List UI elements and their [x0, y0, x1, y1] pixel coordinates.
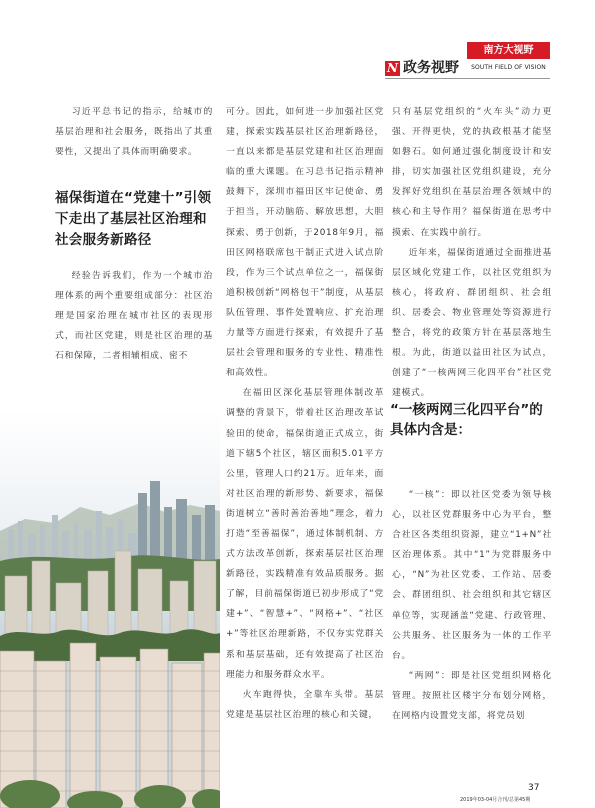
section-title: 政务视野	[403, 60, 459, 76]
city-skyline-photo	[0, 411, 220, 808]
section-label-box: 南方大视野	[467, 42, 550, 59]
issue-info: 2019年03-04月合刊/总第45期	[460, 797, 531, 803]
page-number: 37	[528, 783, 540, 793]
middle-paragraph-1: 可分。因此，如何进一步加强社区党建，探索实践基层社区治理新路径，一直以来都是基层党建和社区治理面临的重大课题。在习总书记指示精神鼓舞下，深圳市福田区牢记使命、勇于担当，开动脑筋、解放思想，大胆探索、勇于创新，于2018年9月，福田区网格联席包干制正式进入试点阶段，作为三个试点单位之一，福保街道积极创新“网格包干”制度，从基层队伍管理、事件处置响应、扩充治理力量等方面进行探索，有效提升了基层社会管理和服务的专业性、精准性和高效性。	[226, 107, 384, 379]
middle-paragraph-3: 火车跑得快，全靠车头带。基层党建是基层社区治理的核心和关键，	[226, 689, 384, 720]
left-paragraph-2: 经验告诉我们，作为一个城市治理体系的两个重要组成部分：社区治理是国家治理在城市社区的表现形式，而社区党建，则是社区治理的基石和保障，二者相辅相成、密不	[55, 271, 213, 362]
magazine-logo-icon: N	[385, 61, 400, 76]
right-subheading: “一核两网三化四平台”的具体内含是：	[390, 402, 543, 438]
right-column-lower	[392, 485, 552, 726]
left-column	[55, 102, 213, 162]
section-subtitle: SOUTH FIELD OF VISION	[471, 64, 546, 71]
right-paragraph-3: “一核”：即以社区党委为领导核心，以社区党群服务中心为平台，整合社区各类组织资源，建立“1+N”社区治理体系。其中“1”为党群服务中心，“N”为社区党委、工作站、居委会、群团组织、社会组织和其它辖区单位等，实现涵盖“党建、行政管理、公共服务、社区服务为一体的工作平台。	[392, 490, 552, 661]
right-paragraph-2: 近年来，福保街道通过全面推进基层区域化党建工作，以社区党组织为核心，将政府、群团组织、社会组织、居委会、物业管理处等资源进行整合，将党的政策方针在基层落地生根。为此，街道以益田社区为试点，创建了“一核两网三化四平台”社区党建模式。	[392, 247, 552, 399]
right-paragraph-4: “两网”：即是社区党组织网格化管理。按照社区楼宇分布划分网格，在网格内设置党支部，将党员划	[392, 670, 552, 722]
middle-column	[226, 102, 384, 725]
left-paragraph-1: 习近平总书记的指示，给城市的基层治理和社会服务，既指出了其重要性，又提出了具体而明确要求。	[55, 107, 213, 158]
middle-paragraph-2: 在福田区深化基层管理体制改革调整的背景下，带着社区治理改革试验田的使命，福保街道正式成立，街道下辖5个社区，辖区面积5.01平方公里，管理人口约21万。近年来，面对社区治理的新形势、新要求，福保街道树立“善时善治善地”理念，着力打造“至善福保”，通过体制机制、方式方法改革创新，探索基层社区治理新路径，实践精准有效品质服务。据了解，目前福保街道已初步形成了“党建+”、“智慧+”、“网格+”、“社区+”等社区治理新路，不仅夯实党群关系和基层基础，还有效提高了社区治理能力和服务群众水平。	[226, 388, 384, 680]
right-paragraph-1: 只有基层党组织的“火车头”动力更强、开得更快，党的执政根基才能坚如磐石。如何通过强化制度设计和安排，切实加强社区党组织建设，充分发挥好党组织在基层治理各领域中的核心和主导作用？福保街道在思考中摸索、在实践中前行。	[392, 107, 552, 238]
left-subheading: 福保街道在“党建十”引领下走出了基层社区治理和社会服务新路径	[55, 190, 212, 248]
right-column-upper	[392, 102, 552, 403]
left-column-lower	[55, 266, 213, 366]
header-rule	[385, 78, 550, 79]
